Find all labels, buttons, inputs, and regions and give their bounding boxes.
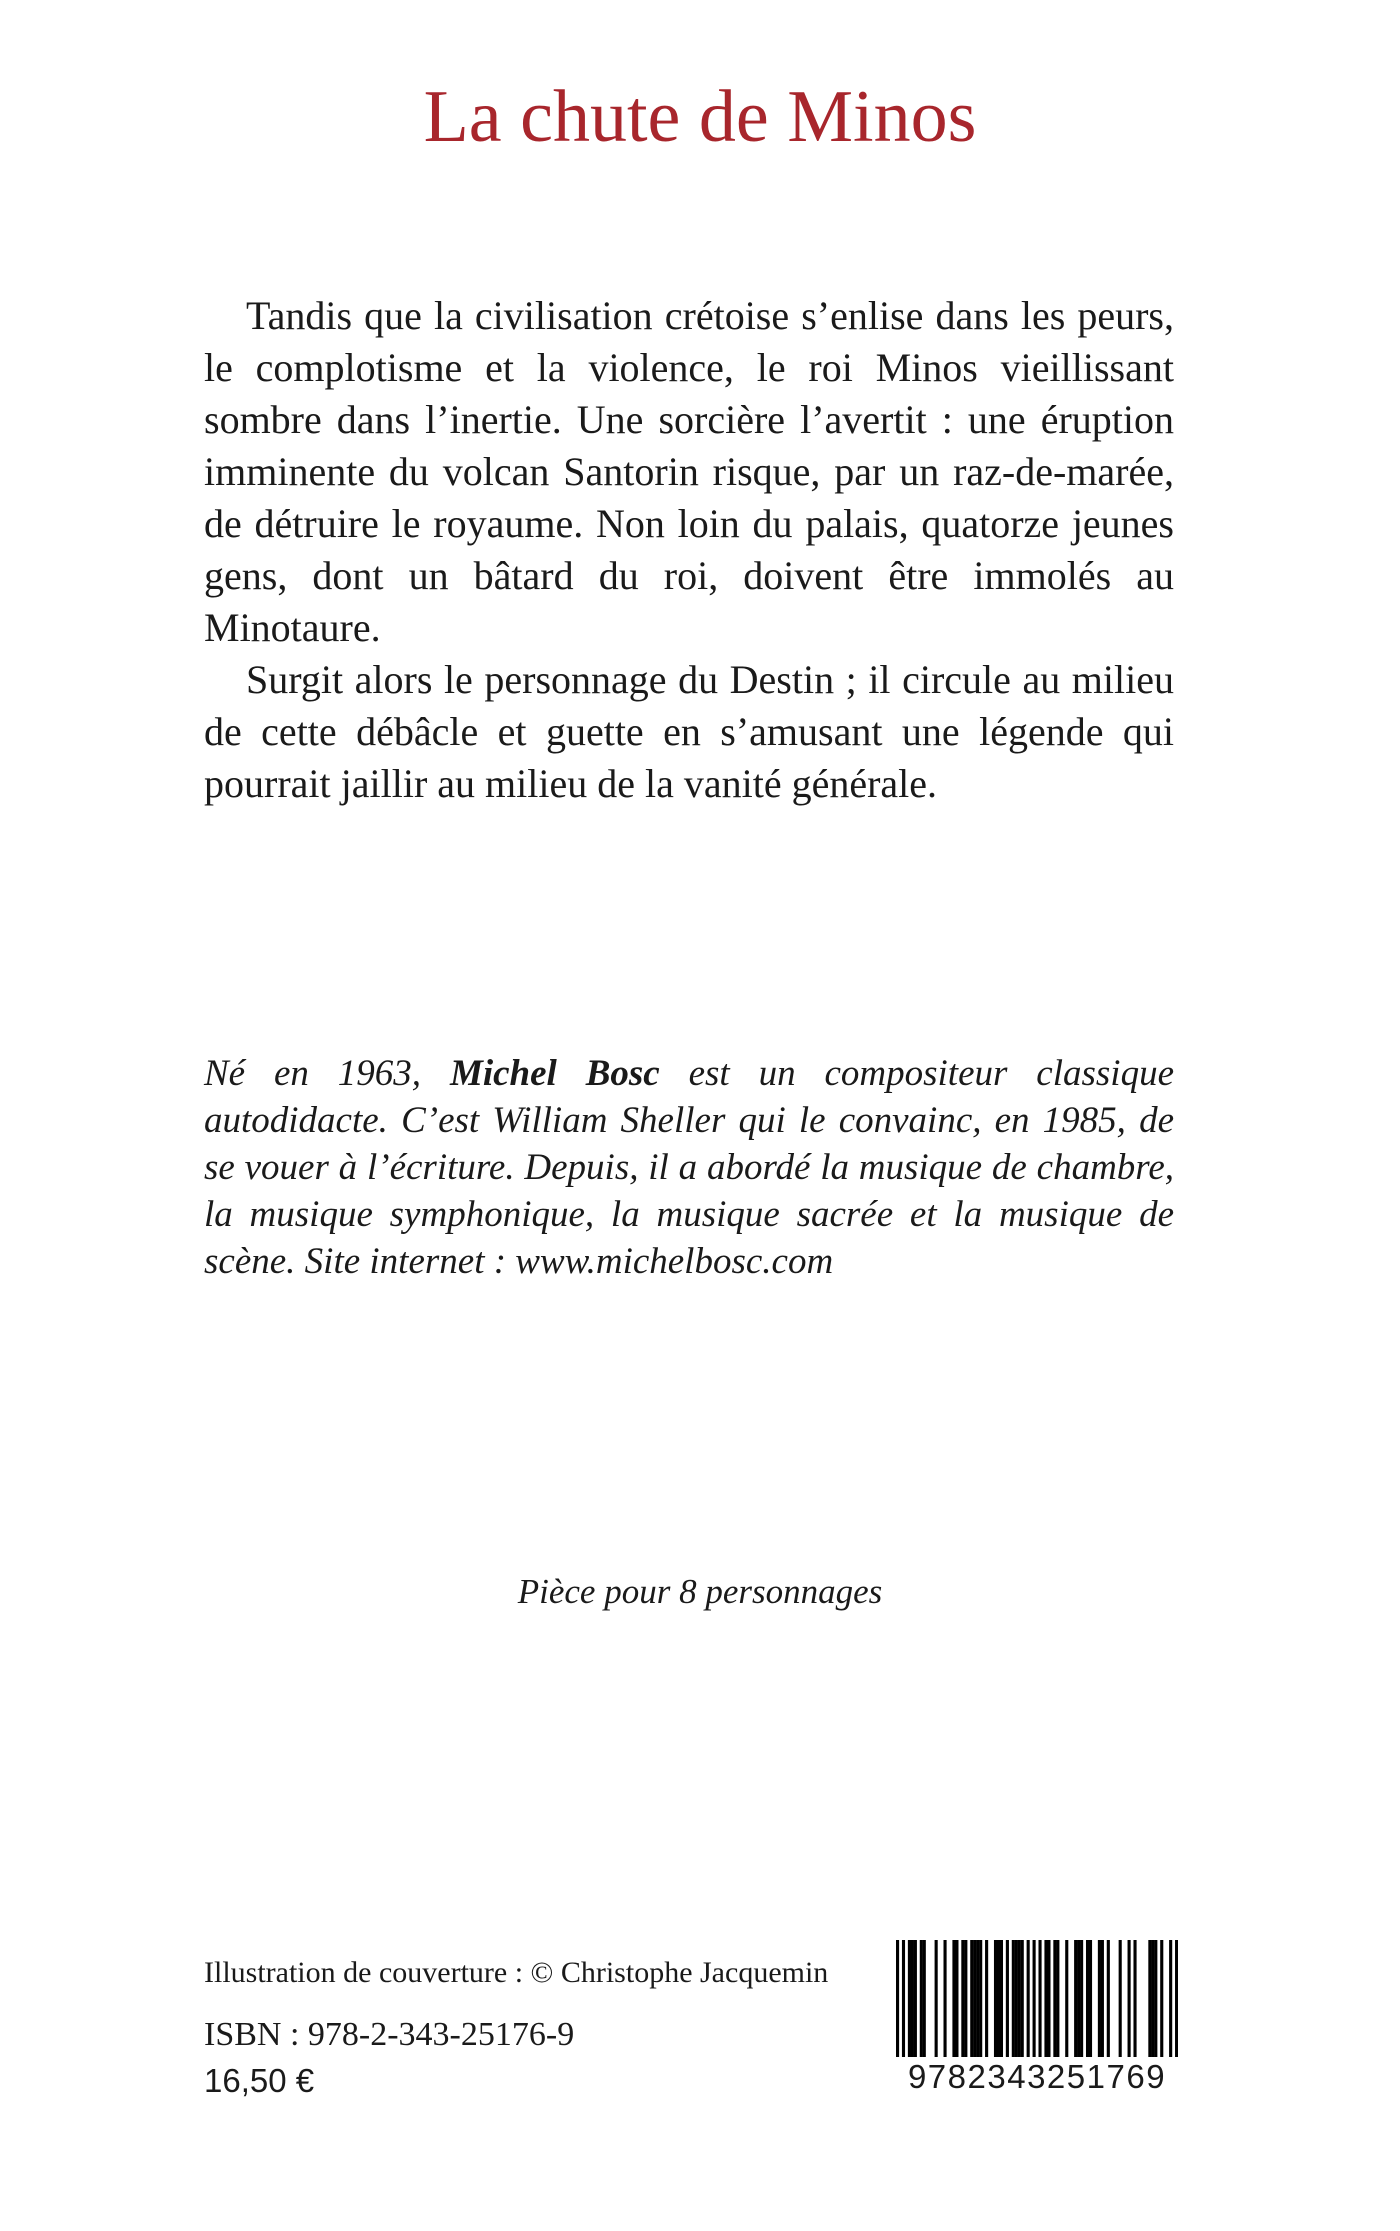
barcode-bar [1169,1940,1172,2065]
barcode-bar [1151,1940,1154,2057]
barcode-bar [1107,1940,1110,2057]
author-name: Michel Bosc [449,1053,660,1094]
isbn: ISBN : 978-2-343-25176-9 [204,2016,575,2053]
barcode-bar [961,1940,964,2057]
barcode-bar [1038,1940,1041,2065]
barcode-bar [1021,1940,1024,2057]
barcode-bar [911,1940,914,2057]
barcode-bar [1089,1940,1092,2057]
barcode-bar [1047,1940,1050,2057]
barcode-bar [1053,1940,1056,2057]
barcode-bar [1027,1940,1030,2057]
barcode-bar [955,1940,958,2057]
barcode-bar [1098,1940,1101,2057]
barcode-bar [979,1940,982,2057]
barcode [896,1940,1178,2110]
barcode-bar [1074,1940,1077,2057]
barcode-bar [1018,1940,1021,2057]
synopsis [204,290,1174,810]
barcode-bar [1077,1940,1080,2057]
barcode-bar [1012,1940,1015,2057]
barcode-bar [1101,1940,1104,2057]
barcode-bar [1154,1940,1157,2057]
barcode-bar [1080,1940,1083,2057]
barcode-bar [1033,1940,1036,2065]
barcode-bar [997,1940,1000,2057]
barcode-bar [973,1940,976,2057]
barcode-bar [920,1940,923,2057]
synopsis-paragraph: Tandis que la civilisation crétoise s’enlise dans les peurs, le complotisme et la violence, le roi Minos vieillissant sombre dans l’inertie. Une sorcière l’avertit : une éruption imminente du volcan Santorin risque, par un raz-de-marée, de détruire le royaume. Non loin du palais, quatorze jeunes gens, dont un bâtard du roi, doivent être immolés au Minotaure. [204,293,1174,650]
barcode-bar [1065,1940,1068,2057]
barcode-bar [1148,1940,1151,2057]
bio-lead: Né en 1963, [204,1053,450,1094]
barcode-digits: 9782343251769 [896,2057,1178,2097]
barcode-bar [952,1940,955,2057]
barcode-bar [1015,1940,1018,2057]
barcode-bar [908,1940,911,2057]
barcode-bar [1133,1940,1136,2057]
barcode-bar [1175,1940,1178,2065]
barcode-bar [994,1940,997,2057]
barcode-bar [943,1940,946,2057]
cover-credits: Illustration de couverture : © Christophe Jacquemin [204,1956,829,1989]
barcode-bar [914,1940,917,2057]
cast-note: Pièce pour 8 personnages [517,1572,883,1611]
barcode-icon [896,1940,1178,2065]
barcode-bar [976,1940,979,2057]
barcode-bar [970,1940,973,2057]
book-title: La chute de Minos [423,76,977,158]
barcode-bar [896,1940,899,2065]
synopsis-paragraph: Surgit alors le personnage du Destin ; il circule au milieu de cette débâcle et guette en s’amusant une légende qui pourrait jaillir au milieu de la vanité générale. [204,657,1174,806]
bio-text: est un compositeur classique autodidacte. C’est William Sheller qui le convainc, en 1985, de se vouer à l’écriture. Depuis, il a abordé la musique de chambre, la musique symphonique, la musique sacrée et la musique de scène. Site internet : www.michelbosc.com [204,1053,1174,1282]
barcode-bar [1056,1940,1059,2057]
barcode-bar [1000,1940,1003,2057]
price: 16,50 € [204,2062,315,2099]
barcode-bar [1160,1940,1163,2057]
barcode-bar [902,1940,905,2065]
barcode-bar [1006,1940,1009,2057]
barcode-bar [964,1940,967,2057]
author-bio [204,1050,1174,1285]
barcode-bar [1044,1940,1047,2057]
barcode-bar [923,1940,926,2057]
barcode-bar [985,1940,988,2057]
barcode-bar [1119,1940,1122,2057]
barcode-bar [935,1940,938,2057]
barcode-bar [1128,1940,1131,2057]
barcode-bar [1086,1940,1089,2057]
